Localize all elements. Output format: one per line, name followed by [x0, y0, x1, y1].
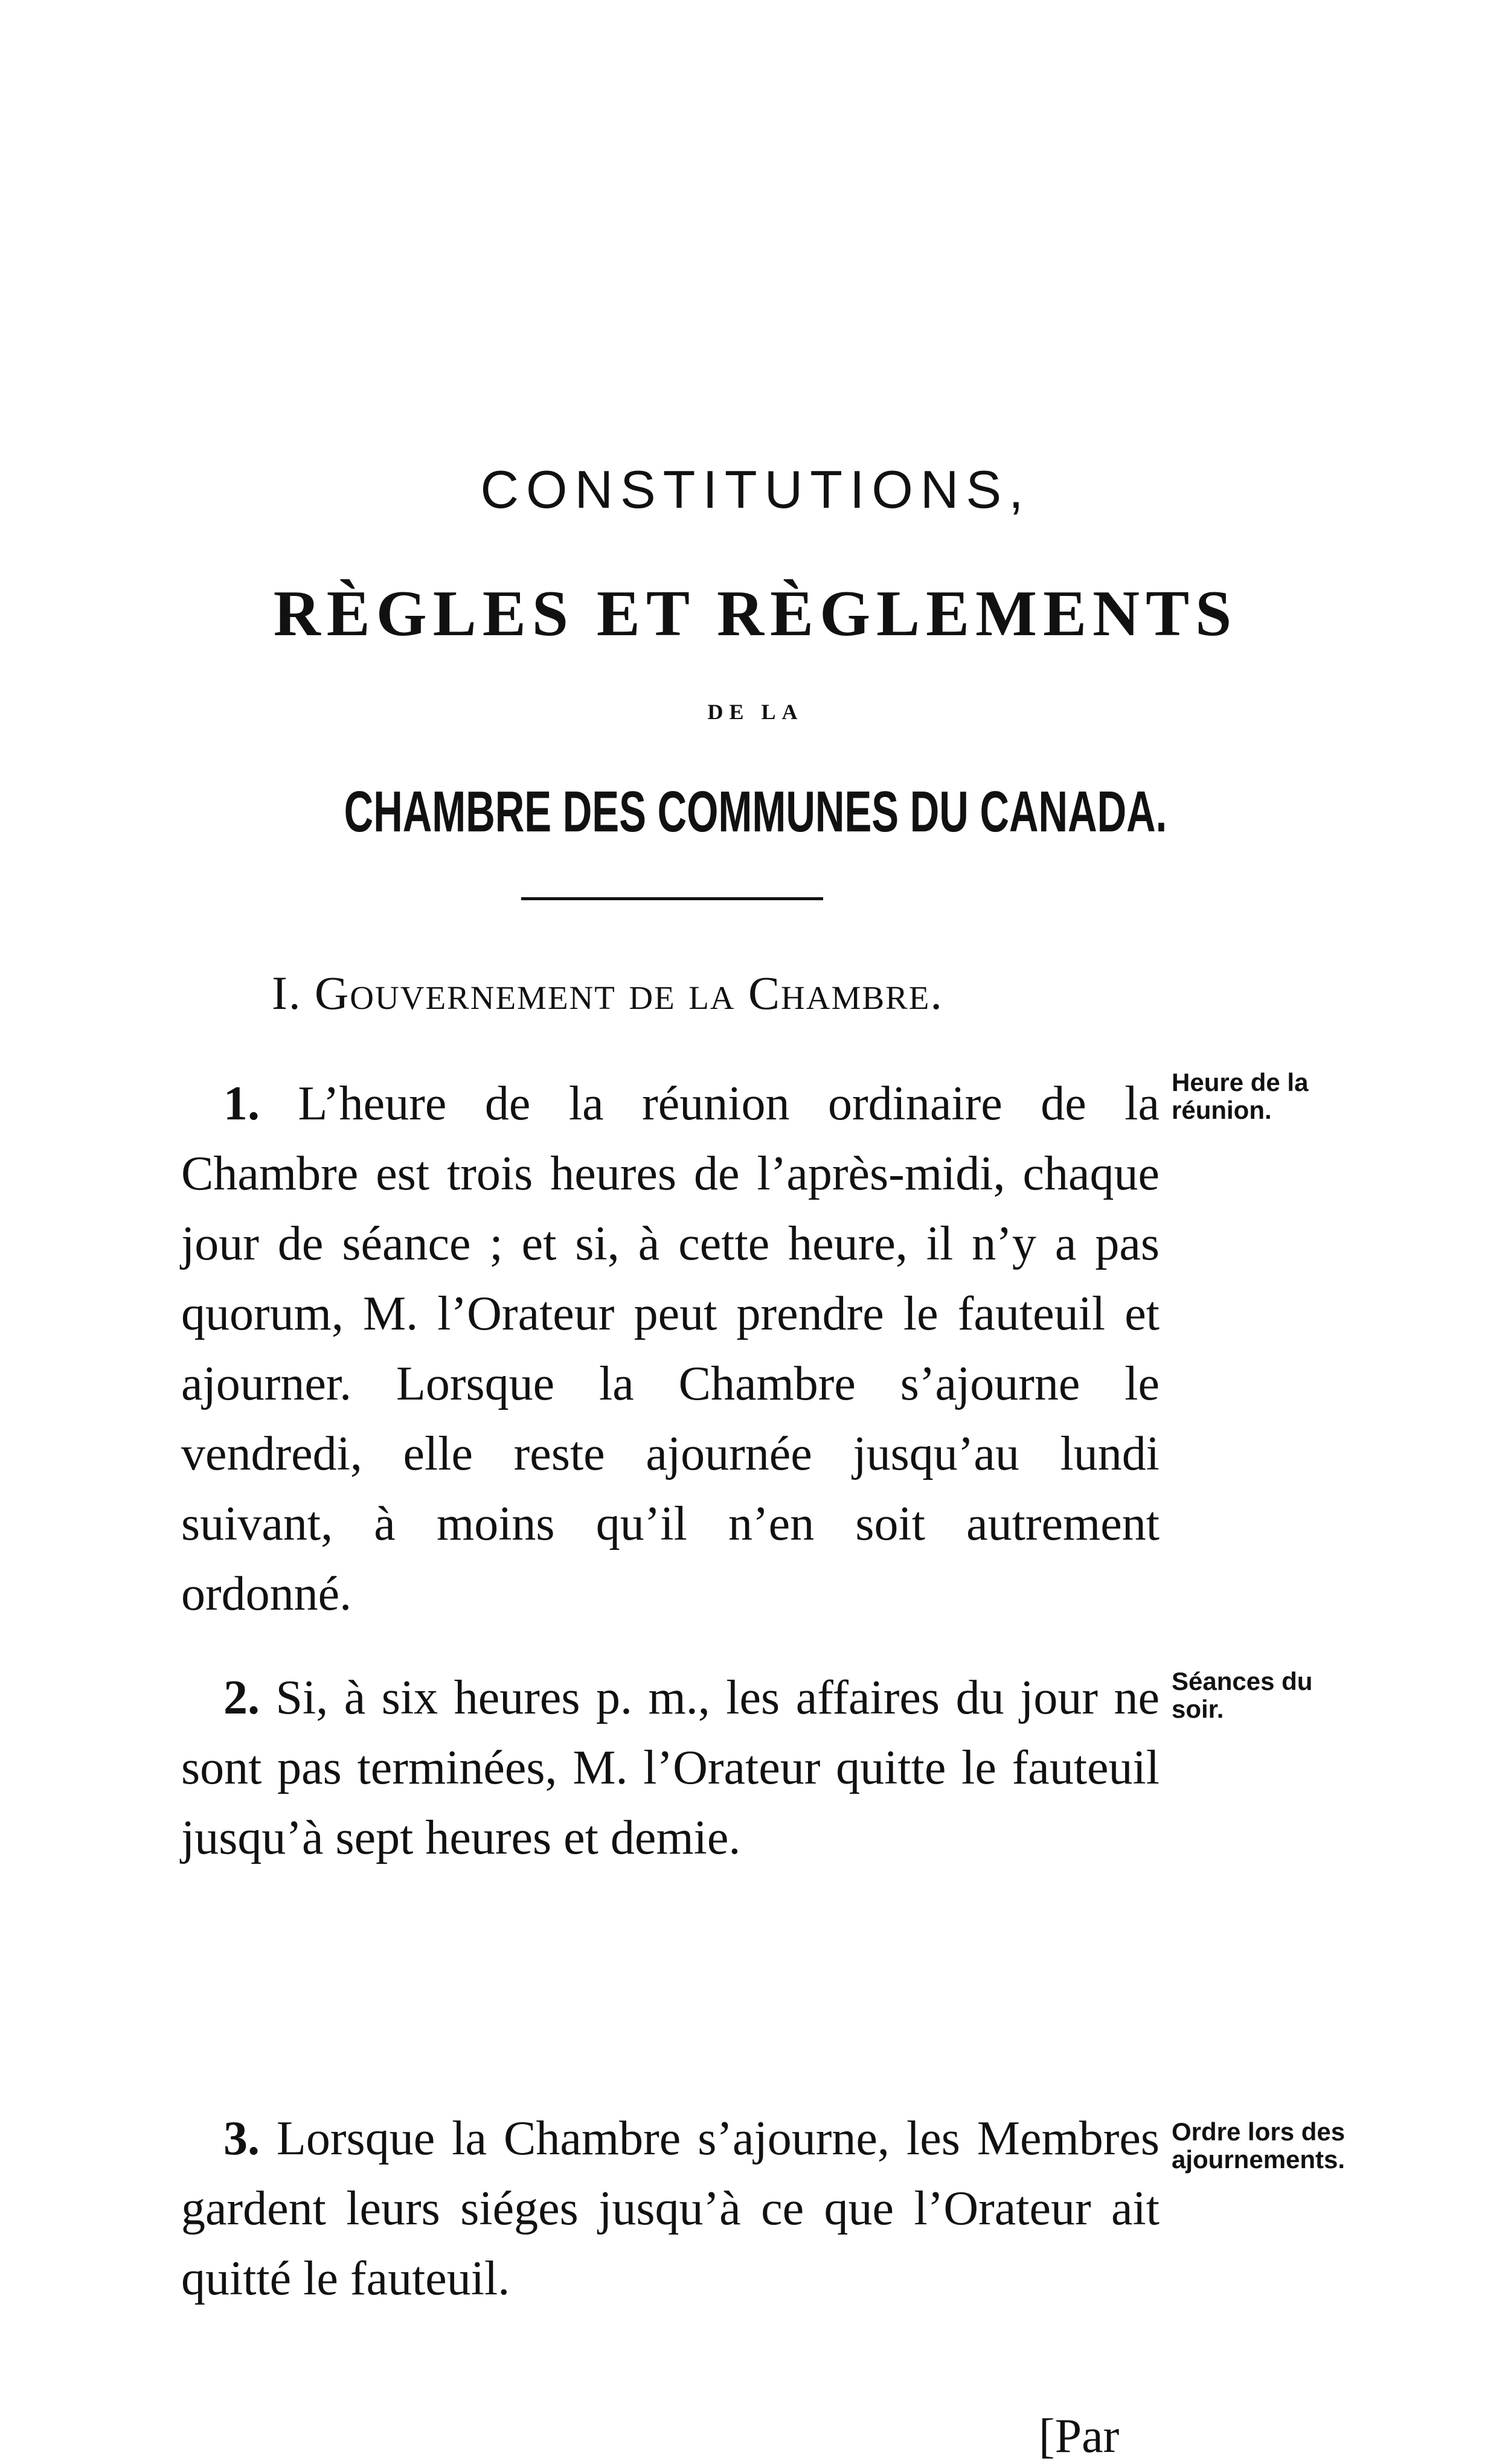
- paragraph-number: 3.: [223, 2112, 260, 2165]
- title-line-regles: RÈGLES ET RÈGLEMENTS: [273, 578, 1238, 650]
- catchword: [Par: [1039, 2410, 1120, 2463]
- title-divider: [521, 897, 823, 900]
- paragraph-text: Si, à six heures p. m., les affaires du jour ne sont pas terminées, M. l’Orateur quitte le fauteuil jusqu’à sept heures et demie.: [181, 1671, 1160, 1864]
- paragraph-text: L’heure de la réunion ordinaire de la Chambre est trois heures de l’après-midi, chaque jour de séance ; et si, à cette heure, il n’y a pas quorum, M. l’Orateur peut prendre le fauteuil et ajourner. Lorsque la Chambre s’ajourne le vendredi, elle reste ajournée jusqu’au lundi suivant, à moins qu’il n’en soit autrement ordonné.: [181, 1077, 1160, 1621]
- title-line-constitutions: CONSTITUTIONS,: [480, 459, 1031, 519]
- margin-note-2: Séances du soir.: [1172, 1667, 1313, 1723]
- paragraph-3: [181, 2104, 1160, 2314]
- margin-note-3: Ordre lors des ajournements.: [1172, 2117, 1346, 2174]
- paragraph-number: 1.: [223, 1077, 260, 1130]
- paragraph-2: [181, 1663, 1160, 1873]
- paragraph-number: 2.: [223, 1671, 260, 1724]
- section-heading: I. Gouvernement de la Chambre.: [272, 967, 943, 1019]
- title-line-de-la: DE LA: [707, 700, 804, 724]
- title-line-chambre: CHAMBRE DES COMMUNES DU CANADA.: [344, 779, 1167, 844]
- margin-note-1: Heure de la réunion.: [1172, 1068, 1309, 1124]
- paragraph-text: Lorsque la Chambre s’ajourne, les Membres gardent leurs siéges jusqu’à ce que l’Orateur ait quitté le fauteuil.: [181, 2112, 1160, 2305]
- paragraph-1: [181, 1069, 1160, 1629]
